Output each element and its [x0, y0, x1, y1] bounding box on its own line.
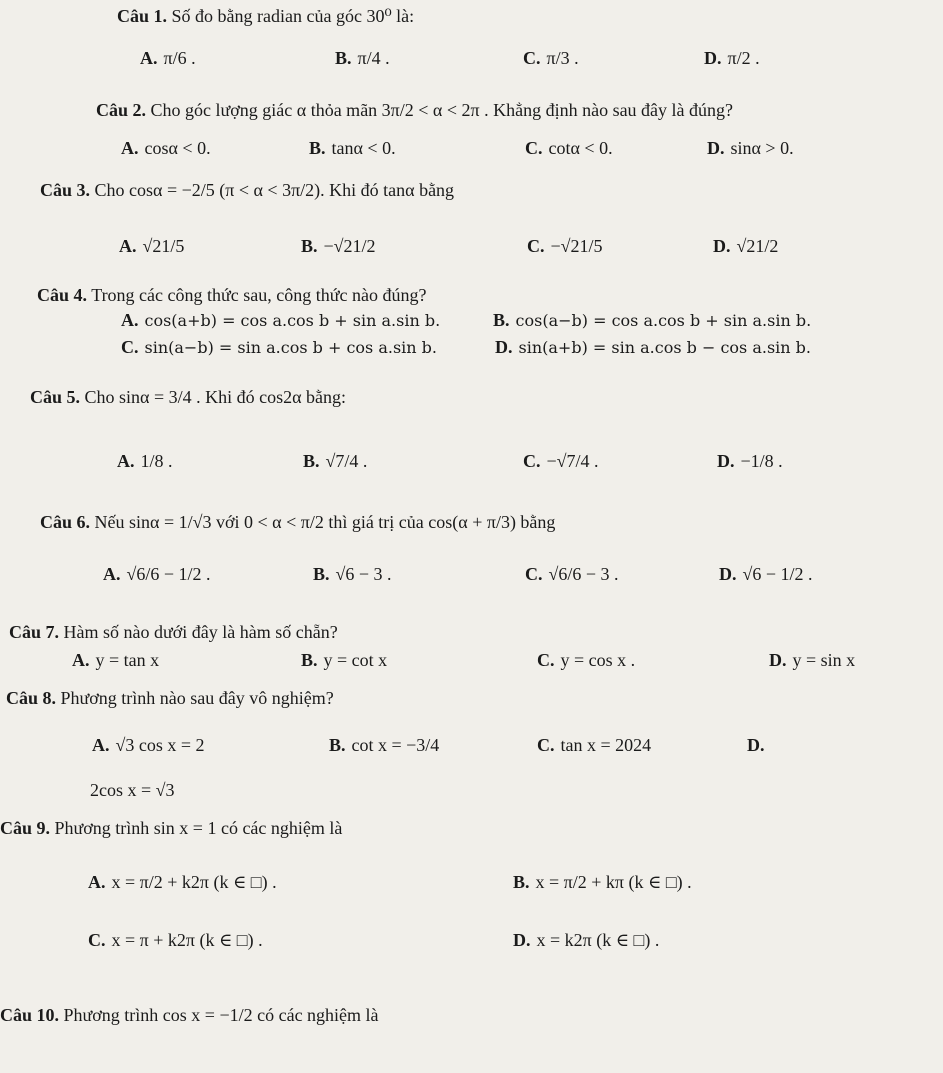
option-2d: D. sinα > 0.	[707, 138, 794, 158]
option-5c: C. −√7/4 .	[523, 451, 599, 471]
question-text: Cho sinα = 3/4 . Khi đó cos2α bằng:	[84, 387, 347, 407]
option-2a: A. cosα < 0.	[121, 138, 211, 158]
option-5b: B. √7/4 .	[303, 451, 368, 471]
option-3c: C. −√21/5	[527, 236, 603, 256]
question-text: Nếu sinα = 1/√3 với 0 < α < π/2 thì giá trị của cos(α + π/3) bằng	[94, 512, 556, 532]
question-heading: Câu 7.	[9, 622, 60, 642]
question-9	[0, 818, 342, 839]
question-text: Phương trình cos x = −1/2 có các nghiệm là	[63, 1005, 379, 1025]
option-6d: D. √6 − 1/2 .	[719, 564, 813, 584]
option-2b: B. tanα < 0.	[309, 138, 396, 158]
option-1b: B. π/4 .	[335, 48, 390, 68]
option-1c: C. π/3 .	[523, 48, 579, 68]
question-heading: Câu 9.	[0, 818, 51, 838]
option-8b: B. cot x = −3/4	[329, 735, 440, 755]
option-7a: A. y = tan x	[72, 650, 160, 670]
option-1a: A. π/6 .	[140, 48, 196, 68]
question-text: Phương trình nào sau đây vô nghiệm?	[60, 688, 334, 708]
option-6a: A. √6/6 − 1/2 .	[103, 564, 211, 584]
option-3b: B. −√21/2	[301, 236, 376, 256]
option-9d: D. x = k2π (k ∈ □) .	[513, 930, 660, 950]
question-text: Hàm số nào dưới đây là hàm số chẵn?	[63, 622, 338, 642]
question-2	[96, 100, 733, 121]
option-3a: A. √21/5	[119, 236, 185, 256]
option-9c: C. x = π + k2π (k ∈ □) .	[88, 930, 263, 950]
option-6b: B. √6 − 3 .	[313, 564, 392, 584]
question-6	[40, 512, 555, 533]
option-2c: C. cotα < 0.	[525, 138, 613, 158]
option-8d: D.	[747, 735, 765, 755]
question-text: Số đo bằng radian của góc 30⁰ là:	[171, 6, 415, 26]
option-4c: C. sin(a−b) = sin a.cos b + cos a.sin b.	[121, 337, 437, 357]
option-5a: A. 1/8 .	[117, 451, 173, 471]
option-8a: A. √3 cos x = 2	[92, 735, 205, 755]
question-10	[0, 1005, 379, 1026]
option-7b: B. y = cot x	[301, 650, 388, 670]
option-6c: C. √6/6 − 3 .	[525, 564, 619, 584]
question-5	[30, 387, 346, 408]
question-text: Phương trình sin x = 1 có các nghiệm là	[54, 818, 343, 838]
question-text: Trong các công thức sau, công thức nào đúng?	[91, 285, 427, 305]
question-4	[37, 285, 426, 306]
option-8d-text: 2cos x = √3	[90, 780, 175, 800]
question-8	[6, 688, 334, 709]
question-3	[40, 180, 454, 201]
option-7d: D. y = sin x	[769, 650, 856, 670]
question-heading: Câu 8.	[6, 688, 57, 708]
question-text: Cho góc lượng giác α thỏa mãn 3π/2 < α < 2π . Khẳng định nào sau đây là đúng?	[150, 100, 734, 120]
question-heading: Câu 4.	[37, 285, 88, 305]
option-9b: B. x = π/2 + kπ (k ∈ □) .	[513, 872, 692, 892]
question-heading: Câu 1.	[117, 6, 168, 26]
question-heading: Câu 10.	[0, 1005, 60, 1025]
option-4a: A. cos(a+b) = cos a.cos b + sin a.sin b.	[121, 310, 441, 330]
question-text: Cho cosα = −2/5 (π < α < 3π/2). Khi đó tanα bằng	[94, 180, 455, 200]
option-5d: D. −1/8 .	[717, 451, 783, 471]
question-heading: Câu 3.	[40, 180, 91, 200]
option-4d: D. sin(a+b) = sin a.cos b − cos a.sin b.	[495, 337, 811, 357]
question-heading: Câu 2.	[96, 100, 147, 120]
option-3d: D. √21/2	[713, 236, 779, 256]
option-1d: D. π/2 .	[704, 48, 760, 68]
option-8c: C. tan x = 2024	[537, 735, 652, 755]
question-heading: Câu 5.	[30, 387, 81, 407]
question-1	[117, 6, 414, 27]
question-7	[9, 622, 338, 643]
option-9a: A. x = π/2 + k2π (k ∈ □) .	[88, 872, 277, 892]
question-heading: Câu 6.	[40, 512, 91, 532]
option-7c: C. y = cos x .	[537, 650, 636, 670]
option-4b: B. cos(a−b) = cos a.cos b + sin a.sin b.	[493, 310, 812, 330]
